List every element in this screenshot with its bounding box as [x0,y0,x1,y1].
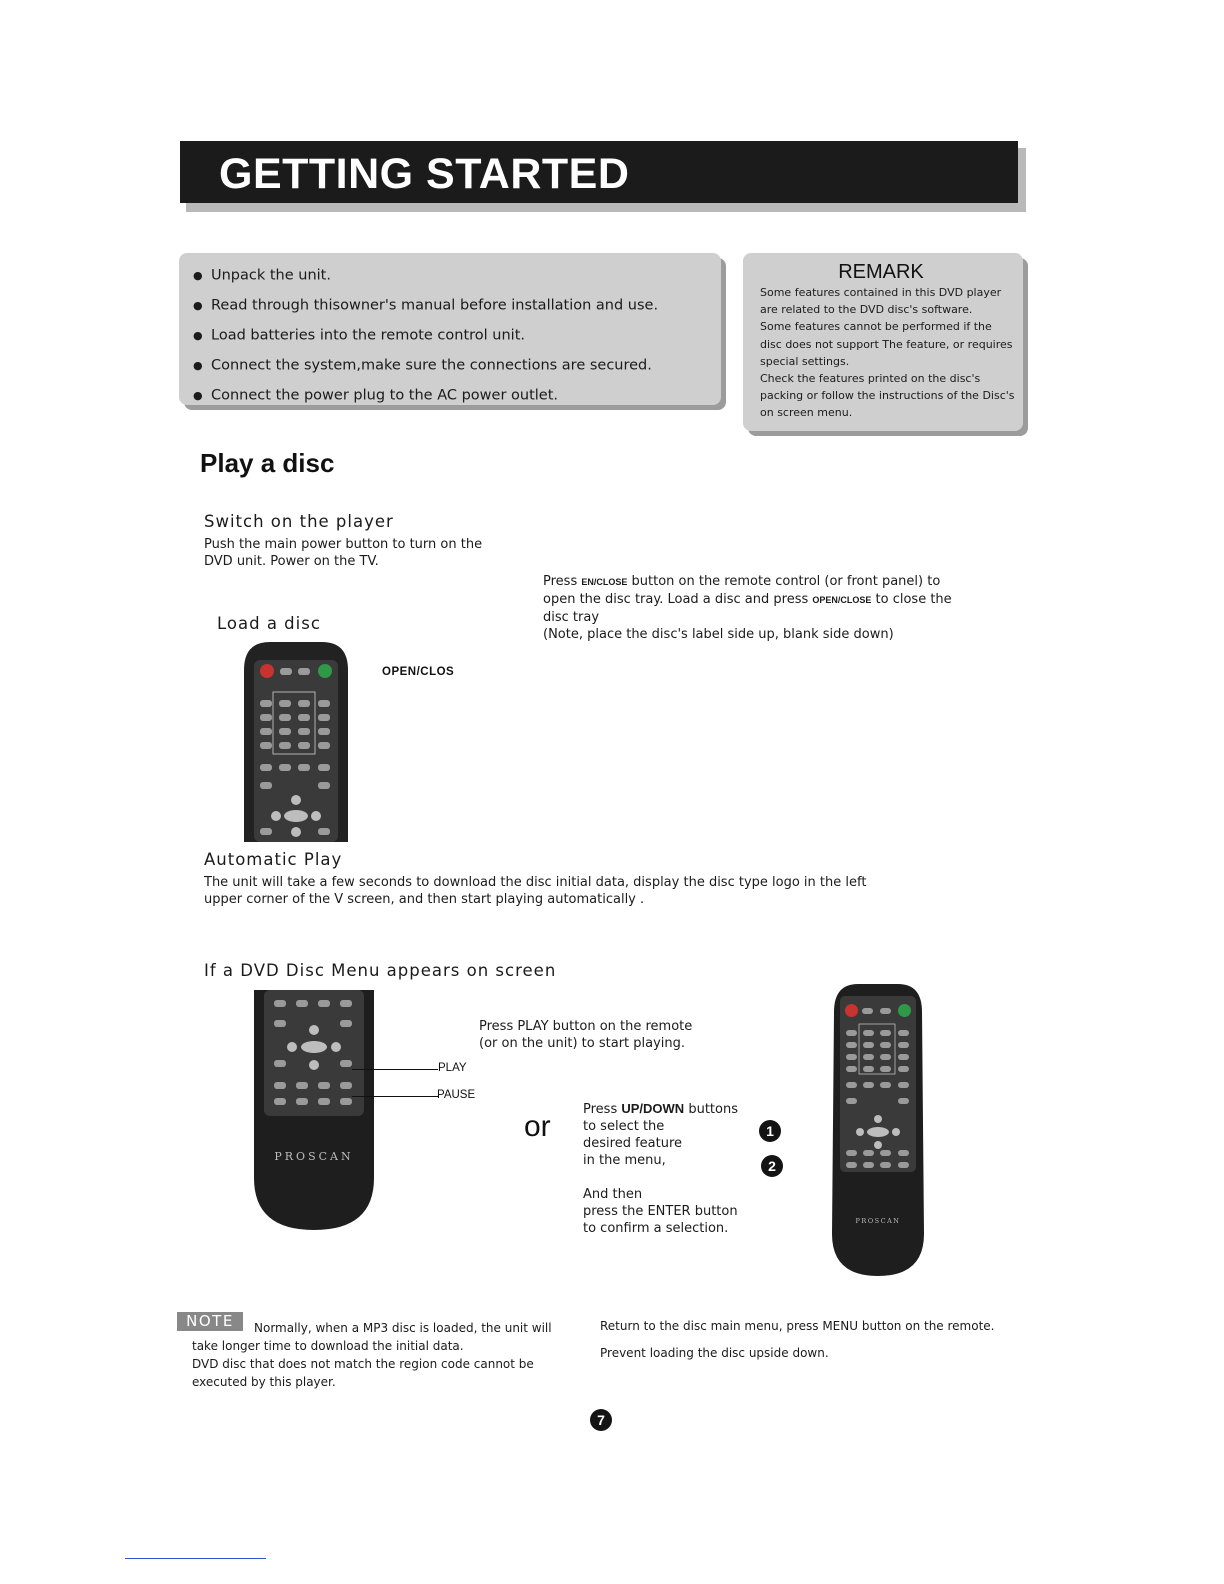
load-disc-text: Press EN/CLOSE button on the remote control (or front panel) to open the disc tray. Load a disc and press OPEN/CLOSE to close the disc tray (Note, place the disc's label side up, blank side down) [543,574,952,642]
remark-line: are related to the DVD disc's software. [760,303,973,317]
bullet-icon: ● [193,329,203,343]
play-pointer-line [352,1069,438,1070]
step-item: ● Connect the system,make sure the connections are secured. [193,351,721,381]
proscan-logo: PROSCAN [855,1217,901,1225]
switch-on-text: Push the main power button to turn on the DVD unit. Power on the TV. [204,537,483,569]
bullet-icon: ● [193,359,203,373]
play-label: PLAY [438,1062,467,1074]
power-button-icon [845,1004,858,1017]
step-item: ● Unpack the unit. [193,261,721,291]
remark-title: REMARK [838,261,924,283]
remark-line: Some features cannot be performed if the [760,320,992,334]
remote-control-illustration [240,640,352,842]
automatic-play-heading: Automatic Play [204,850,343,869]
section-title: Play a disc [200,448,335,478]
pause-label: PAUSE [437,1089,476,1101]
step-number-2: 2 [761,1155,783,1177]
note-badge: NOTE [177,1312,243,1331]
note-text: Normally, when a MP3 disc is loaded, the unit will take longer time to download the initial data. DVD disc that does not match the region code cannot be executed by this player. [192,1321,552,1389]
remote-control-full-illustration [828,982,928,1278]
remark-line: packing or follow the instructions of the Disc's [760,389,1015,403]
step-item: ● Load batteries into the remote control unit. [193,321,721,351]
load-disc-heading: Load a disc [217,614,321,633]
open-close-label: OPEN/CLOS [382,666,455,678]
remark-line: special settings. [760,354,850,368]
remark-body [760,284,1022,422]
remark-line: on screen menu. [760,406,853,420]
power-button-icon [260,664,274,678]
step-item: ● Read through thisowner's manual before installation and use. [193,291,721,321]
bullet-icon: ● [193,299,203,313]
remark-panel [743,253,1023,431]
step-item: ● Connect the power plug to the AC power outlet. [193,381,721,411]
step-number-1: 1 [759,1120,781,1142]
bullet-icon: ● [193,269,203,282]
open-close-button-icon [318,664,332,678]
automatic-play-text: The unit will take a few seconds to download the disc initial data, display the disc type logo in the left upper corner of the V screen, and then start playing automatically . [204,875,867,907]
remote-control-bottom-illustration [250,990,378,1234]
bullet-icon: ● [193,389,203,403]
updown-instructions: Press UP/DOWN buttons to select the desired feature in the menu, And then press the ENTER button to confirm a selection. [583,1101,738,1236]
page-number: 7 [590,1409,612,1431]
note-right-menu: Return to the disc main menu, press MENU button on the remote. [600,1319,995,1333]
remark-line: Check the features printed on the disc's [760,372,981,386]
press-play-text: Press PLAY button on the remote (or on the unit) to start playing. [479,1019,693,1051]
remark-line: disc does not support The feature, or requires [760,337,1013,351]
footer-link-underline [125,1558,266,1559]
remark-line: Some features contained in this DVD player [760,286,1002,299]
pause-pointer-line [352,1096,438,1097]
dvd-menu-heading: If a DVD Disc Menu appears on screen [204,961,557,980]
steps-panel [179,253,721,405]
page-title: GETTING STARTED [219,150,630,198]
open-close-button-icon [898,1004,911,1017]
or-separator: or [524,1110,551,1143]
proscan-logo: PROSCAN [274,1150,354,1163]
switch-on-heading: Switch on the player [204,512,394,531]
note-right-upside: Prevent loading the disc upside down. [600,1346,829,1360]
